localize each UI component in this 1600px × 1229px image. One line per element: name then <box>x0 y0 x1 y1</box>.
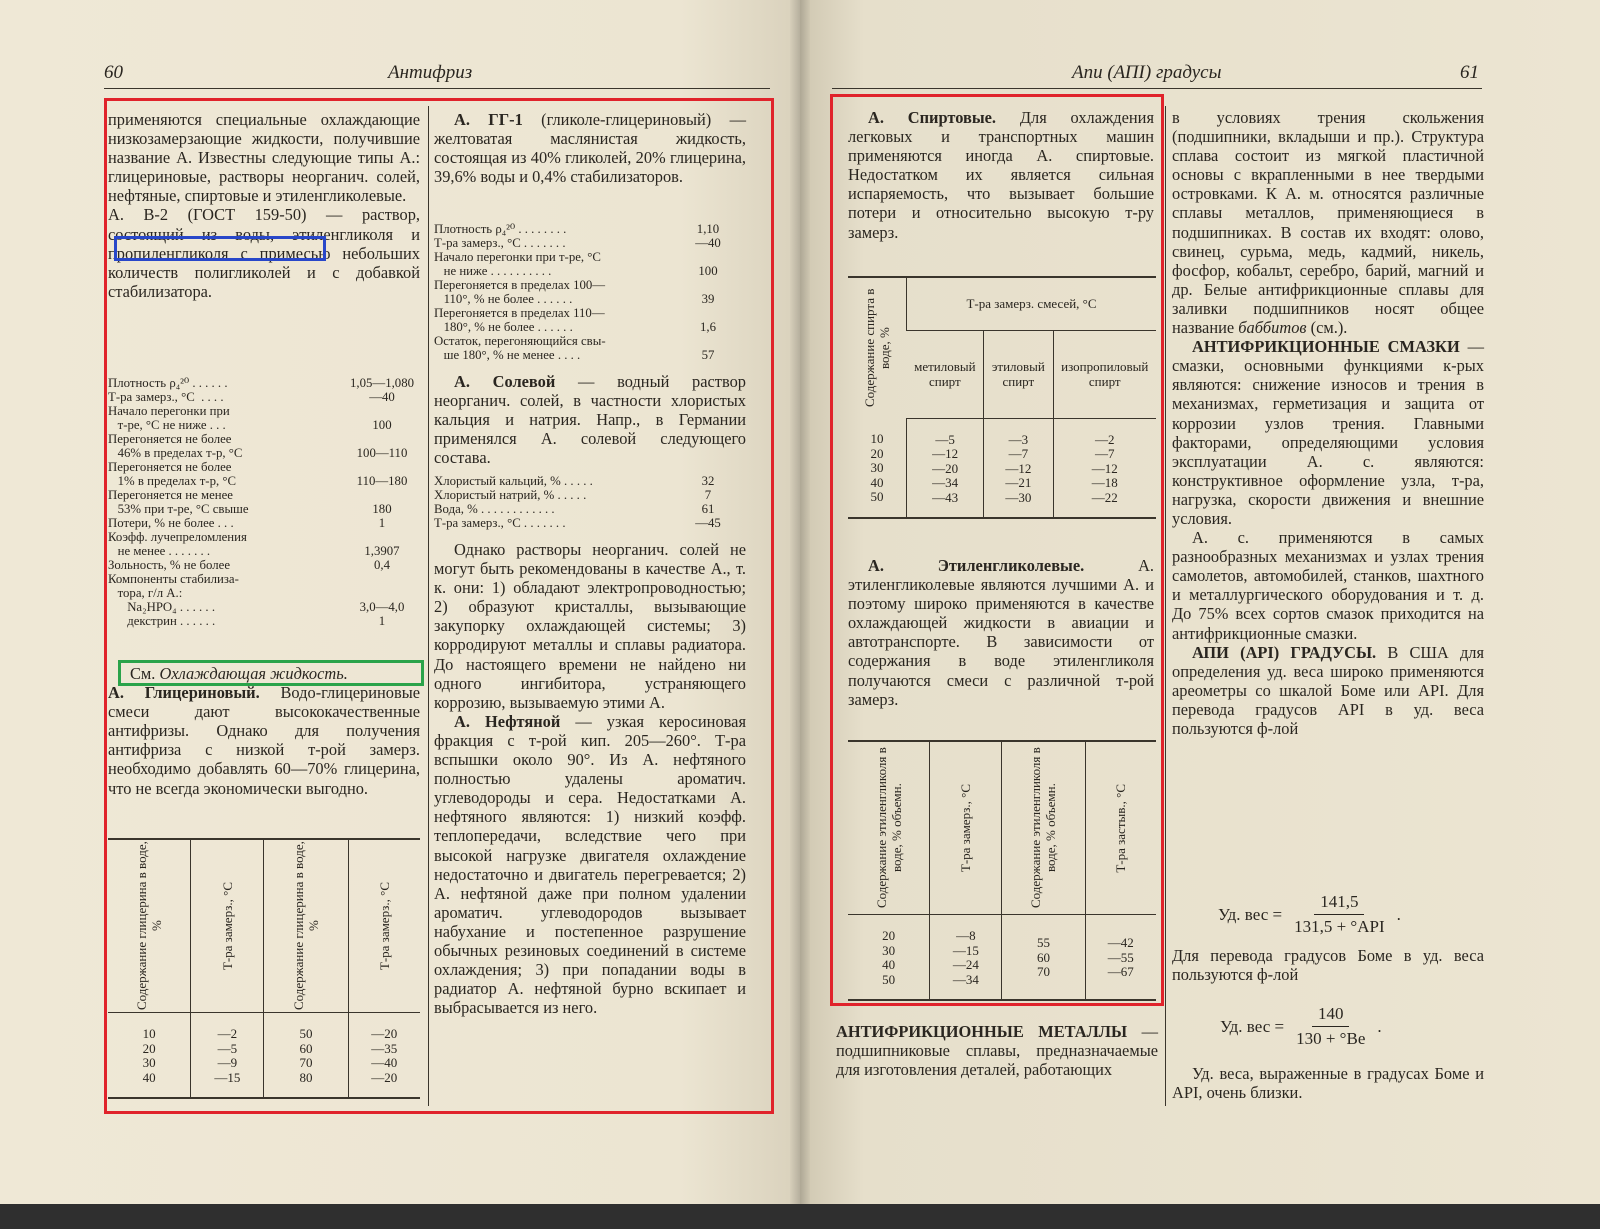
right-page-number: 61 <box>1460 62 1479 83</box>
spec-value <box>346 530 418 544</box>
glycerin-freeze-table <box>108 838 420 1099</box>
table-column-header <box>191 839 264 1013</box>
spec-label: Хлористый кальций, % . . . . . <box>434 474 593 488</box>
table-cell: —42 <box>1107 935 1134 951</box>
spec-row <box>108 488 418 502</box>
eg-title: А. Этиленгликолевые. <box>868 556 1085 575</box>
baume-intro-text: Для перевода градусов Боме в уд. веса пользуются ф-лой <box>1172 946 1484 985</box>
api-title: АПИ (API) ГРАДУСЫ. <box>1192 642 1377 662</box>
see-ref-link[interactable]: Охлаждающая жидкость. <box>159 664 348 683</box>
spec-label: Коэфф. лучепреломления <box>108 530 247 544</box>
spec-label: 110°, % не более . . . . . . <box>434 292 573 306</box>
right-column-divider <box>1165 106 1166 1106</box>
left-col1-lower <box>108 664 420 798</box>
table-cell: —18 <box>1091 475 1118 490</box>
column-header-text: Содержание этиленгликоля в воде, % объемн. <box>1028 747 1059 909</box>
salt-entry <box>434 372 746 467</box>
table-subheader: изопропиловый спирт <box>1053 331 1156 419</box>
table-cell: —5 <box>935 431 955 447</box>
spec-label: т-ре, °С не ниже . . . <box>108 418 226 432</box>
spec-row <box>108 530 418 544</box>
spec-label: 53% при т-ре, °С свыше <box>108 502 249 516</box>
table-column <box>348 1013 420 1099</box>
table-cell: 20 <box>142 1040 156 1056</box>
spec-value <box>672 334 744 348</box>
formula1-denominator: 131,5 + °API <box>1294 917 1385 936</box>
spec-row <box>434 306 744 320</box>
gg-entry <box>434 110 746 186</box>
eg-freeze-table <box>848 740 1156 1001</box>
left-header-rule <box>104 88 770 89</box>
table-cell: —20 <box>371 1069 398 1085</box>
spec-row <box>108 474 418 488</box>
table-cell: 40 <box>142 1069 156 1085</box>
salt-section <box>434 372 746 467</box>
column-header-text: Т-ра застыв., °С <box>1113 783 1129 873</box>
table-column <box>848 418 907 518</box>
spec-label: 1% в пределах т-р, °С <box>108 474 237 488</box>
table-cell: 70 <box>1036 964 1050 980</box>
glycerin-text: Водо-глицериновые смеси дают высококачественные антифризы. Однако для получения антифриза с низкой т-рой замерз. необходимо добавлять 60—70% глицерина, что не всегда экономически выгодно. <box>108 683 420 798</box>
table-cell: —34 <box>932 475 959 490</box>
see-prefix: См. <box>130 664 156 683</box>
baume-intro <box>1172 946 1484 984</box>
table-column-header <box>848 741 930 915</box>
spec-value <box>672 306 744 320</box>
spec-value <box>672 278 744 292</box>
formula2-fraction <box>1290 1004 1371 1049</box>
spec-row <box>108 558 418 572</box>
afm-text: — подшипниковые сплавы, предназначаемые для изготовления деталей, работающих <box>836 1022 1158 1080</box>
salt-spec-list <box>434 474 744 530</box>
formula2-numerator: 140 <box>1312 1004 1350 1027</box>
column-header-text: Содержание глицерина в воде, % <box>291 841 322 1011</box>
spec-row <box>434 488 744 502</box>
table-cell: 30 <box>142 1055 156 1070</box>
spec-row <box>108 432 418 446</box>
spec-label: Плотность ρ₄²⁰ . . . . . . <box>108 376 228 390</box>
spec-row <box>434 222 744 236</box>
spec-row <box>108 586 418 600</box>
table-cell: 30 <box>882 942 896 958</box>
salt-title: А. Солевой <box>454 372 556 391</box>
table-cell: —67 <box>1107 964 1134 980</box>
table-cell: —34 <box>952 971 979 987</box>
spec-value <box>346 460 418 474</box>
closing-text <box>1172 1064 1484 1102</box>
salt-after-text: Однако растворы неорганич. солей не могут быть рекомендованы в качестве А., т. к. они: 1) обладают электропроводностью; 2) образуют кристаллы, вызывающие закупорку охлаждающей системы; 3) корродируют металлы и сплавы радиатора. До настоящего времени не найдено ни одного ингибитора, устраняющего коррозию, вызываемую этими А. <box>434 540 746 712</box>
table-column-header <box>930 741 1002 915</box>
spec-row <box>434 516 744 530</box>
api-formula <box>1218 892 1401 937</box>
table-cell: 50 <box>870 489 884 505</box>
spec-row <box>108 376 418 390</box>
intro-paragraph: применяются специальные охлаждающие низкозамерзающие жидкости, получившие название А. Известны следующие типы А.: глицериновые, растворы неорганич. солей, нефтяные, спиртовые и этиленгликолевые. <box>108 110 420 206</box>
table-cell: 10 <box>870 431 884 447</box>
table-column-header <box>264 839 348 1013</box>
spec-label: Перегоняется в пределах 100— <box>434 278 606 292</box>
afs-entry <box>1172 337 1484 528</box>
table-column <box>108 1013 191 1099</box>
table-column <box>264 1013 348 1099</box>
table-cell: 50 <box>882 971 896 987</box>
left-running-head: Антифриз <box>388 62 473 83</box>
table-cell: —12 <box>1091 460 1118 476</box>
table-cell: 20 <box>882 928 896 943</box>
left-col2 <box>434 110 746 186</box>
spec-row <box>434 250 744 264</box>
spec-value: 100 <box>372 418 392 432</box>
spec-label: Перегоняется не менее <box>108 488 233 502</box>
formula1-numerator: 141,5 <box>1314 892 1364 915</box>
spec-label: Зольность, % не более <box>108 558 231 572</box>
column-header-text: Содержание глицерина в воде, % <box>134 841 165 1011</box>
table-cell: 40 <box>882 957 896 972</box>
left-column-divider <box>428 106 429 1106</box>
table-cell: 30 <box>870 460 884 476</box>
table-column-header <box>1085 741 1156 915</box>
book-spine <box>790 0 810 1229</box>
table-cell: —30 <box>1005 489 1032 505</box>
spec-row <box>434 264 744 278</box>
column-header-text: Т-ра замерз., °С <box>958 783 974 873</box>
spec-row <box>434 236 744 250</box>
spec-label: Хлористый натрий, % . . . . . <box>434 488 587 502</box>
spec-label: Потери, % не более . . . <box>108 516 234 530</box>
spec-value: 1 <box>378 516 386 530</box>
spec-row <box>108 502 418 516</box>
spec-label: 180°, % не более . . . . . . <box>434 320 573 334</box>
v2-title: А. В-2 (ГОСТ 159-50) <box>108 205 307 225</box>
formula1-fraction <box>1288 892 1391 937</box>
alcohol-text: Для охлаждения легковых и транспортных машин применяются иногда А. спиртовые. Недостатком их является сильная испаряемость, что вызывает большие потери и относительно высокую т-ру замерз. <box>848 108 1154 242</box>
gg-spec-list <box>434 222 744 362</box>
spec-row <box>434 292 744 306</box>
spec-label: Начало перегонки при т-ре, °С <box>434 250 601 264</box>
table-column <box>930 915 1002 1001</box>
spec-row <box>434 320 744 334</box>
table-row-header <box>848 277 907 418</box>
spec-value: 1,05—1,080 <box>350 376 414 390</box>
spec-value: 1,6 <box>700 320 716 334</box>
table-cell: 20 <box>870 445 884 461</box>
spec-value <box>346 432 418 446</box>
table-cell: —15 <box>214 1069 241 1085</box>
spec-label: Т-ра замерз., °С . . . . . . . <box>434 236 566 250</box>
formula1-tail: . <box>1396 904 1401 924</box>
spec-row <box>108 390 418 404</box>
baume-formula <box>1220 1004 1382 1049</box>
glycerin-title: А. Глицериновый. <box>108 683 260 703</box>
spec-row <box>108 614 418 628</box>
table-cell: 10 <box>142 1026 156 1041</box>
table-cell: —40 <box>371 1055 398 1070</box>
table-cell: —2 <box>1095 431 1115 447</box>
see-reference <box>108 664 420 683</box>
eg-entry <box>848 556 1154 709</box>
afm-title: АНТИФРИКЦИОННЫЕ МЕТАЛЛЫ <box>836 1022 1128 1041</box>
table-cell: 55 <box>1036 935 1050 951</box>
spec-value: —45 <box>695 516 721 530</box>
spec-row <box>434 502 744 516</box>
spec-row <box>108 516 418 530</box>
spec-label: Перегоняется не более <box>108 460 232 474</box>
oil-title: А. Нефтяной <box>454 711 561 731</box>
table-subheader: этиловый спирт <box>984 331 1053 419</box>
afm-continuation <box>1172 108 1484 337</box>
spec-row <box>108 418 418 432</box>
right-col2 <box>1172 108 1484 738</box>
formula2-lhs: Уд. вес = <box>1220 1016 1285 1036</box>
table-column-header <box>348 839 420 1013</box>
spec-label: Начало перегонки при <box>108 404 230 418</box>
table-cell: —55 <box>1107 949 1134 965</box>
spec-label: Перегоняется не более <box>108 432 232 446</box>
table-cell: —8 <box>956 928 976 943</box>
spec-value: 32 <box>701 474 715 488</box>
table-cell: 60 <box>299 1040 313 1056</box>
v2-text: — раствор, состоящий из воды, этиленгликоля и пропиленгликоля с примесью небольших количеств полигликолей и с добавкой стабилизатора. <box>108 205 420 301</box>
table-cell: —2 <box>217 1026 238 1041</box>
afm-entry <box>836 1022 1158 1079</box>
table-column <box>1053 418 1156 518</box>
table-cell: —5 <box>217 1040 238 1056</box>
right-running-head: Апи (АПI) градусы <box>1072 62 1222 83</box>
formula2-tail: . <box>1377 1016 1382 1036</box>
spec-value: 110—180 <box>356 474 408 488</box>
spec-value <box>346 404 418 418</box>
right-header-rule <box>832 88 1482 89</box>
spec-label: Т-ра замерз., °С . . . . . . . <box>434 516 566 530</box>
spec-row <box>434 334 744 348</box>
table-cell: 70 <box>299 1055 313 1070</box>
glycerin-entry <box>108 683 420 798</box>
spec-value: 100 <box>698 264 718 278</box>
table-column <box>1085 915 1156 1001</box>
afm-cont-text: в условиях трения скольжения (подшипники, вкладыши и пр.). Структура сплава состоит из мягкой пластичной основы с вкрапленными в нее твердыми островками. К А. м. относятся различные сплавы металлов, применяющиеся в подшипниках. В состав их входят: олово, свинец, сурьма, медь, кадмий, никель, фосфор, кобальт, серебро, барий, магний и др. Белые антифрикционные сплавы для заливки подшипников носят общее название <box>1172 108 1484 338</box>
table-cell: —9 <box>217 1055 238 1070</box>
spec-value: 3,0—4,0 <box>359 600 405 614</box>
alcohol-title: А. Спиртовые. <box>868 108 997 127</box>
spec-value <box>346 488 418 502</box>
spec-value: 1 <box>378 614 386 628</box>
table-cell: —7 <box>1008 446 1029 461</box>
table-cell: 80 <box>299 1069 313 1085</box>
table-column <box>848 915 930 1001</box>
spec-label: Компоненты стабилиза- <box>108 572 239 586</box>
left-page-number: 60 <box>104 62 123 83</box>
spec-row <box>108 544 418 558</box>
table-column <box>191 1013 264 1099</box>
spec-value: 61 <box>701 502 715 516</box>
table-column <box>907 418 984 518</box>
oil-entry <box>434 712 746 1018</box>
table-column-header <box>108 839 191 1013</box>
spec-row <box>434 474 744 488</box>
api-entry <box>1172 643 1484 738</box>
v2-entry <box>108 205 420 300</box>
spec-value: 1,10 <box>696 222 720 236</box>
alcohol-entry <box>848 108 1154 242</box>
row-header-text: Содержание спирта в воде, % <box>862 288 892 408</box>
spec-value: 7 <box>704 488 712 502</box>
table-cell: 60 <box>1036 949 1050 965</box>
table-column-header <box>1002 741 1085 915</box>
scan-bottom-edge <box>0 1204 1600 1229</box>
spec-label: Вода, % . . . . . . . . . . . . <box>434 502 555 516</box>
table-column <box>984 418 1053 518</box>
spec-row <box>434 278 744 292</box>
gg-text: (гликоле-глицериновый) — желтоватая маслянистая жидкость, состоящая из 40% гликолей, 20% глицерина, 39,6% воды и 0,4% стабилизаторов. <box>434 110 746 187</box>
spec-label: декстрин . . . . . . <box>108 614 216 628</box>
spec-label: ше 180°, % не менее . . . . <box>434 348 581 362</box>
table-cell: —3 <box>1008 431 1029 447</box>
oil-section <box>434 540 746 1017</box>
babbit-link[interactable]: баббитов <box>1238 318 1307 338</box>
column-header-text: Т-ра замерз., °С <box>376 881 392 971</box>
spec-label: не ниже . . . . . . . . . . <box>434 264 552 278</box>
spec-value: 39 <box>701 292 715 306</box>
table-cell: —7 <box>1095 446 1115 461</box>
spec-value: 57 <box>701 348 715 362</box>
table-cell: 50 <box>299 1026 313 1041</box>
table-column <box>1002 915 1085 1001</box>
spec-value: 0,4 <box>374 558 390 572</box>
spec-label: Na₂HPO₄ . . . . . . <box>108 600 216 614</box>
v2-spec-list <box>108 376 418 628</box>
spec-row <box>434 348 744 362</box>
afs-title: АНТИФРИКЦИОННЫЕ СМАЗКИ <box>1192 337 1460 357</box>
formula2-denominator: 130 + °Be <box>1296 1029 1366 1048</box>
table-cell: —21 <box>1005 475 1032 490</box>
spec-row <box>108 600 418 614</box>
table-cell: —15 <box>952 942 979 958</box>
eg-text: А. этиленгликолевые являются лучшими А. и поэтому широко применяются в качестве охлаждающей жидкости в авиации и автотранспорте. В зависимости от содержания в воде этиленгликоля получаются смеси с различной т-рой замерз. <box>848 556 1154 709</box>
spec-row <box>108 404 418 418</box>
table-subheader: метиловый спирт <box>907 331 984 419</box>
table-cell: —12 <box>1005 460 1032 476</box>
spec-label: Перегоняется в пределах 110— <box>434 306 605 320</box>
spec-label: Т-ра замерз., °С . . . . <box>108 390 224 404</box>
salt-text: — водный раствор неорганич. солей, в частности хлористых кальция и натрия. Напр., в Германии применялся А. солевой следующего состава. <box>434 372 746 468</box>
spec-value <box>346 572 418 586</box>
spec-value: —40 <box>369 390 395 404</box>
spec-value: —40 <box>695 236 721 250</box>
spec-label: Плотность ρ₄²⁰ . . . . . . . . <box>434 222 567 236</box>
table-cell: —43 <box>932 489 959 505</box>
oil-text: — узкая керосиновая фракция с т-рой кип. 205—260°. Т-ра вспышки около 90°. Из А. нефтяного полностью удалены ароматич. углеводороды и сера. Недостатками А. нефтяного являются: 1) низкий коэфф. теплопередачи, вследствие чего при высокой нагрузке двигателя охлаждение недостаточно и двигатель перегревается; 2) А. нефтяной даже при полном удалении ароматич. углеводородов вызывает набухание и постепенное разрушение обычных резиновых соединений в системе охлаждения; 3) при попадании воды в радиатор А. нефтяной бурно вскипает и выбрасывается из него. <box>434 711 746 1018</box>
spec-value: 1,3907 <box>364 544 400 558</box>
spec-label: 46% в пределах т-р, °С <box>108 446 243 460</box>
table-cell: —35 <box>371 1040 398 1056</box>
afs-text2: А. с. применяются в самых разнообразных механизмах и узлах трения самолетов, автомобилей, станков, шахтного и металлургического оборудования и т. д. До 75% всех сортов смазок приходится на антифрикционные смазки. <box>1172 528 1484 643</box>
spec-value <box>346 586 418 600</box>
spec-row <box>108 572 418 586</box>
babbit-tail: (см.). <box>1310 318 1348 338</box>
spec-label: не менее . . . . . . . <box>108 544 211 558</box>
table-cell: —20 <box>371 1026 398 1041</box>
gg-title: А. ГГ-1 <box>454 110 523 129</box>
table-cell: —12 <box>932 446 959 461</box>
column-header-text: Содержание этиленгликоля в воде, % объемн. <box>873 747 904 909</box>
spec-value <box>672 250 744 264</box>
table-cell: —22 <box>1091 489 1118 505</box>
spec-value: 100—110 <box>356 446 408 460</box>
table-cell: —20 <box>932 460 959 476</box>
table-cell: —24 <box>952 957 979 972</box>
closing-paragraph: Уд. веса, выраженные в градусах Боме и API, очень близки. <box>1172 1064 1484 1103</box>
spec-row <box>108 446 418 460</box>
eg-section <box>848 556 1154 709</box>
spec-label: тора, г/л А.: <box>108 586 183 600</box>
afs-text: — смазки, основными функциями к-рых являются: снижение износов и трения в механизмах, герметизация и защита от коррозии узлов трения. Главными факторами, определяющими условия эксплуатации А. с. являются: конструктивное оформление узла, т-ра, нагрузка, скорости движения и внешние условия. <box>1172 337 1484 528</box>
table-group-header: Т-ра замерз. смесей, °С <box>907 277 1157 331</box>
spec-label: Остаток, перегоняющийся свы- <box>434 334 606 348</box>
antifriction-metals <box>836 1022 1158 1079</box>
spec-value: 180 <box>372 502 392 516</box>
api-text: В США для определения уд. веса широко применяются ареометры со шкалой Боме или API. Для перевода градусов API в уд. веса пользуются ф-лой <box>1172 642 1484 738</box>
column-header-text: Т-ра замерз., °С <box>219 881 235 971</box>
left-col1 <box>108 110 420 301</box>
table-cell: 40 <box>870 474 884 490</box>
spec-row <box>108 460 418 474</box>
alcohol-freeze-table <box>848 276 1156 519</box>
right-col1 <box>848 108 1154 242</box>
formula1-lhs: Уд. вес = <box>1218 904 1283 924</box>
